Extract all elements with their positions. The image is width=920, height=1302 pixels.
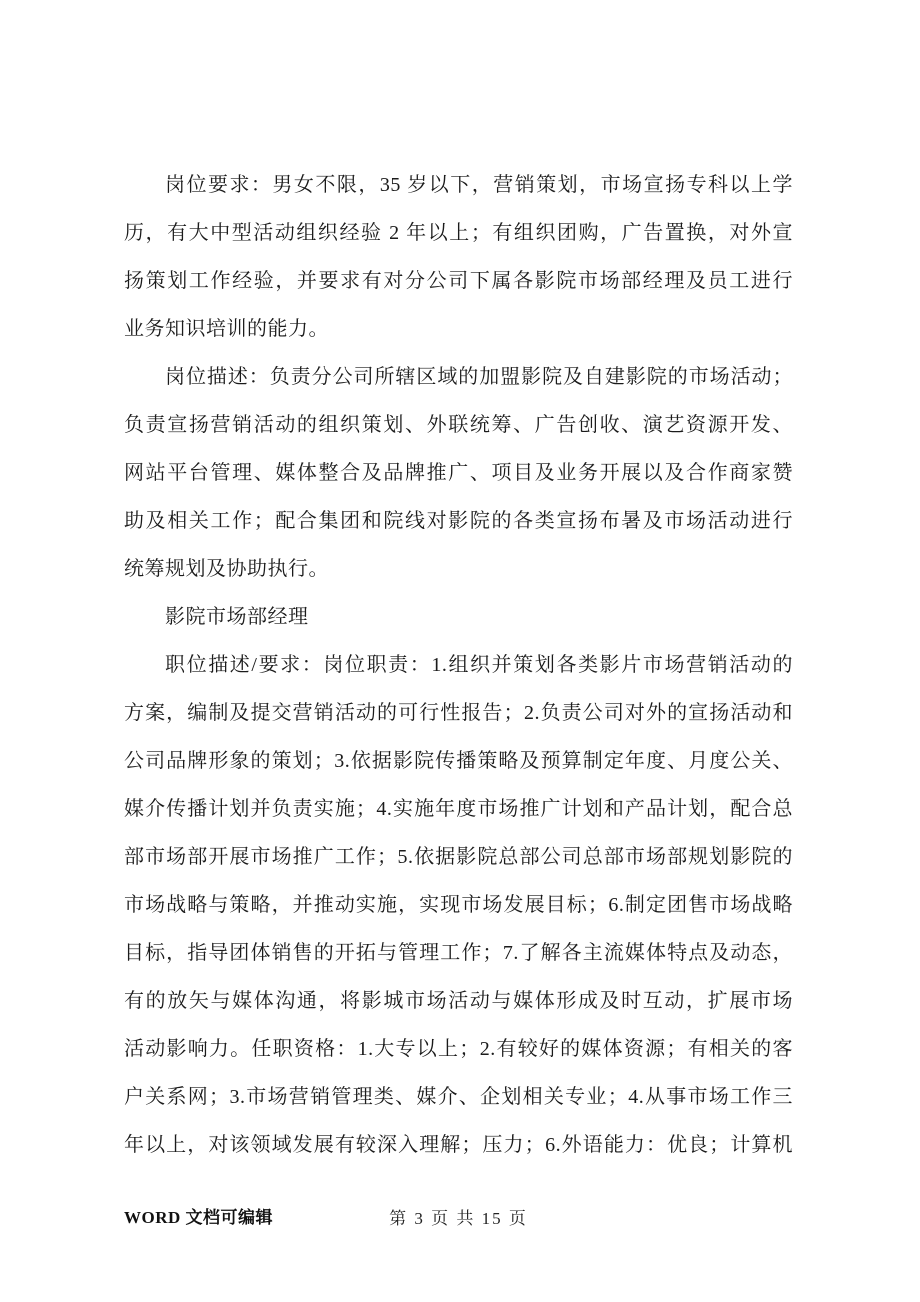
document-body: [124, 161, 793, 1169]
paragraph: [124, 641, 793, 1169]
text-line: 方案，编制及提交营销活动的可行性报告；2.负责公司对外的宣扬活动和: [124, 702, 793, 724]
page-footer: [124, 1203, 793, 1229]
text-line: 岗位描述：负责分公司所辖区域的加盟影院及自建影院的市场活动；: [165, 366, 793, 388]
text-line: 统筹规划及协助执行。: [124, 558, 329, 580]
text-line: 扬策划工作经验，并要求有对分公司下属各影院市场部经理及员工进行: [124, 270, 793, 292]
text-line: 网站平台管理、媒体整合及品牌推广、项目及业务开展以及合作商家赞: [124, 462, 793, 484]
text-line: 活动影响力。任职资格：1.大专以上；2.有较好的媒体资源；有相关的客: [124, 1038, 793, 1060]
text-line: 户关系网；3.市场营销管理类、媒介、企划相关专业；4.从事市场工作三: [124, 1086, 793, 1108]
text-line: 职位描述/要求：岗位职责：1.组织并策划各类影片市场营销活动的: [165, 654, 793, 676]
text-line: 业务知识培训的能力。: [124, 318, 329, 340]
footer-watermark: WORD 文档可编辑: [124, 1208, 274, 1227]
footer-page-number: 第 3 页 共 15 页: [389, 1209, 528, 1228]
text-line: 有的放矢与媒体沟通，将影城市场活动与媒体形成及时互动，扩展市场: [124, 990, 793, 1012]
text-line: 岗位要求：男女不限，35 岁以下，营销策划，市场宣扬专科以上学: [165, 174, 793, 196]
text-line: 助及相关工作；配合集团和院线对影院的各类宣扬布暑及市场活动进行: [124, 510, 793, 532]
text-line: 影院市场部经理: [165, 606, 309, 628]
text-line: 年以上，对该领域发展有较深入理解；压力；6.外语能力：优良；计算机: [124, 1134, 793, 1156]
text-line: 负责宣扬营销活动的组织策划、外联统筹、广告创收、演艺资源开发、: [124, 414, 793, 436]
text-line: 媒介传播计划并负责实施；4.实施年度市场推广计划和产品计划，配合总: [124, 798, 793, 820]
text-line: 目标，指导团体销售的开拓与管理工作；7.了解各主流媒体特点及动态，: [124, 942, 793, 964]
text-line: 市场战略与策略，并推动实施，实现市场发展目标；6.制定团售市场战略: [124, 894, 793, 916]
text-line: 公司品牌形象的策划；3.依据影院传播策略及预算制定年度、月度公关、: [124, 750, 793, 772]
text-line: 部市场部开展市场推广工作；5.依据影院总部公司总部市场部规划影院的: [124, 846, 793, 868]
paragraph: [124, 593, 793, 641]
paragraph: [124, 161, 793, 353]
text-line: 历，有大中型活动组织经验 2 年以上；有组织团购，广告置换，对外宣: [124, 222, 793, 244]
paragraph: [124, 353, 793, 593]
